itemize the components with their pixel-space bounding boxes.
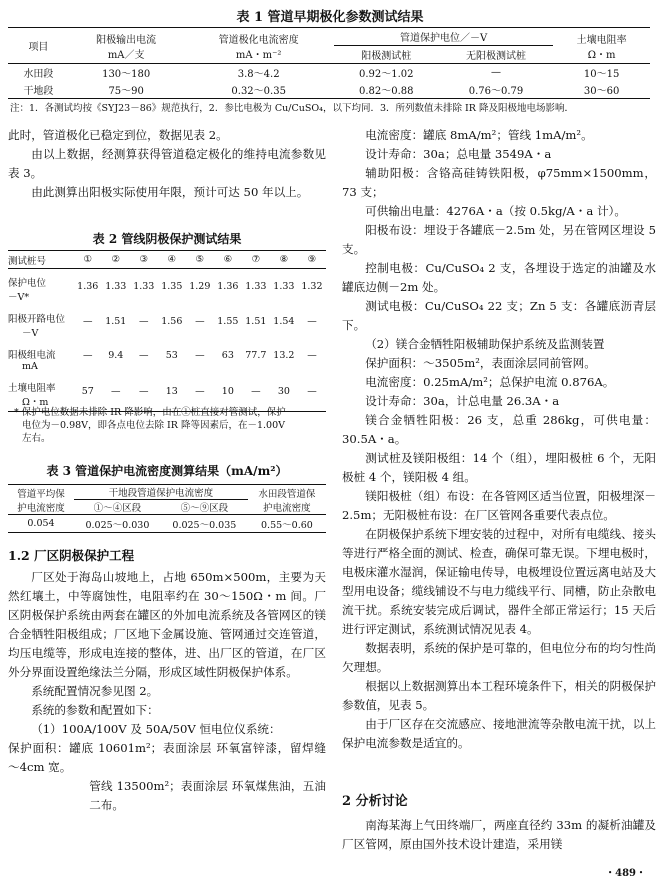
table-row: 土壤电阻率 Ω・m 57 — — 13 — 10 — 30 —	[8, 372, 326, 412]
section-1-2-heading: 1.2 厂区阴极保护工程	[8, 548, 135, 563]
table-row: 保护电位 －V* 1.36 1.33 1.33 1.35 1.29 1.36 1.33 1.33 1.32	[8, 278, 323, 303]
t1-h-with-anode: 阳极测试桩	[334, 46, 439, 64]
section-2-text: 南海某海上气田终端厂，两座直径约 33m 的凝析油罐及厂区管网，原由国外技术设计建造，采用镁	[342, 818, 656, 851]
table1-note: 注：1．各测试均按《SYJ23－86》规范执行，2．参比电极为 Cu/CuSO₄，以下均同．3．所列数值未排除 IR 降及阳极地电场影响．	[10, 103, 574, 114]
table2-note: * 保护电位数据未排除 IR 降影响，由在①桩直接对管测试，保护 电位为－0.98V，即各点电位去除 IR 降等因素后，在－1.00V 左右。	[14, 407, 286, 444]
t1-h-potential: 管道保护电位／－V	[334, 28, 553, 46]
t1-h-density: 管道极化电流密度 mA・m⁻²	[183, 28, 333, 64]
t1-h-without-anode: 无阳极测试桩	[439, 46, 554, 64]
table2-title: 表 2 管线阴极保护测试结果	[92, 232, 242, 246]
page-number: ・489・	[605, 868, 646, 879]
t1-h-item: 项目	[8, 28, 69, 64]
table3: 管道平均保 护电流密度 干地段管道保护电流密度 水田段管道保 护电流密度 ①～④区段 ⑤～⑨区段 0.054 0.025～0.030 0.025～0.035 0.55～0.60	[8, 484, 326, 533]
right-column-text: 电流密度：罐底 8mA/m²；管线 1mA/m²。 设计寿命：30a；总电量 3549A・a 辅助阳极：含铬高硅铸铁阳极，φ75mm×1500mm，73 支； 可供输出电量：4276A・a（按 0.5kg/A・a 计）。 阳极布设：埋设于各罐底－2.5m 处，另在管网区埋设 5 支。 控制电极：Cu/CuSO₄ 2 支，各埋设于选定的油罐及水罐底边侧－2m 处。 测试电极：Cu/CuSO₄ 22 支；Zn 5 支：各罐底沥青层下。 （2）镁合金牺牲阳极辅助保护系统及监测装置 保护面积：～3505m²，表面涂层同前管网。 电流密度：0.25mA/m²；总保护电流 0.876A。 设计寿命：30a，计总电量 26.3A・a 镁合金牺牲阳极：26 支，总重 286kg，可供电量：30.5A・a。 测试桩及镁阳极组：14 个（组），埋阳极桩 6 个，无阳极桩 4 个，镁阳极 4 组。 镁阳极桩（组）布设：在各管网区适当位置，阳极埋深－2.5m；无阳极桩布设：在厂区管网各重要代表点位。 在阴极保护系统下埋安装的过程中，对所有电缆线、接头等进行严格全面的测试、检查，确保可靠无误。下埋电极时，电极床灌水湿润，保证输电传导，电极埋设位置远离电站及大型用电设备；缆线铺设不与电力缆线平行、同槽，防止杂散电流干扰。系统安装完成后调试，器件全部正常运行；15 天后进行评定测试，系统测试情况见表 4。 数据表明，系统的保护是可靠的，但电位分布的均匀性尚欠理想。 根据以上数据测算出本工程环境条件下，相关的阴极保护参数值，见表 5。 由于厂区存在交流感应、接地泄流等杂散电流干扰，以上保护电流参数是适宜的。	[342, 128, 656, 750]
table-row: 干地段 75～90 0.32～0.35 0.82～0.88 0.76～0.79 30～60	[8, 81, 650, 99]
table1	[8, 27, 650, 99]
section-1-2-text: 厂区处于海岛山坡地上，占地 650m×500m，主要为天然红壤土，中等腐蚀性，电阻率约在 30～150Ω・m 间。厂区阴极保护系统由两套在罐区的外加电流系统及各管网区的镁合金牺牲阳极组成；厂区地下金属设施、管网通过交连管道，均压电缆等，形成电连接的整体，进、出厂区的管道，在厂区外分界面设置绝缘法兰分隔，形成区域性阴极保护体系。 系统配置情况参见图 2。 系统的参数和配置如下： （1）100A/100V 及 50A/50V 恒电位仪系统： 保护面积：罐底 10601m²；表面涂层 环氧富锌漆，留焊缝 ～4cm 宽。 管线 13500m²；表面涂层 环氧煤焦油，五油二布。	[8, 570, 326, 812]
table3-title: 表 3 管道保护电流密度测算结果（mA/m²）	[46, 464, 288, 478]
t1-h-anode: 阳极输出电流 mA／支	[69, 28, 184, 64]
table-row: 阳极开路电位 －V — 1.51 — 1.56 — 1.55 1.51 1.54 —	[8, 314, 317, 339]
table-row: 水田段 130～180 3.8～4.2 0.92～1.02 — 10～15	[23, 67, 620, 80]
table-row: 阳极组电流 mA — 9.4 — 53 — 63 77.7 13.2 —	[8, 350, 317, 372]
table2: 测试桩号 ① ② ③ ④ ⑤ ⑥ ⑦ ⑧ ⑨ 保护电位 －V* 1.36 1.33 1.33 1.35 1.29 1.36 1.33 1.33 1.32 阳极开路电位 －V — 1.51 — 1.56 — 1.55 1.51 1.54 — 阳极组电流 mA — 9.4 — 53 — 63 77.7 13.2 — 土壤电阻率 Ω・m 57 — — 13 — 10 — 30 —	[8, 250, 326, 412]
left-top-text: 此时，管道极化已稳定到位，数据见表 2。 由以上数据，经测算获得管道稳定极化的维持电流参数见表 3。 由此测算出阳极实际使用年限，预计可达 50 年以上。	[8, 128, 326, 199]
section-2-heading: 2 分析讨论	[342, 794, 408, 809]
t1-h-soil: 土壤电阻率 Ω・m	[553, 28, 650, 64]
table-row: 0.054 0.025～0.030 0.025～0.035 0.55～0.60	[8, 515, 326, 533]
table1-title: 表 1 管道早期极化参数测试结果	[236, 10, 424, 25]
